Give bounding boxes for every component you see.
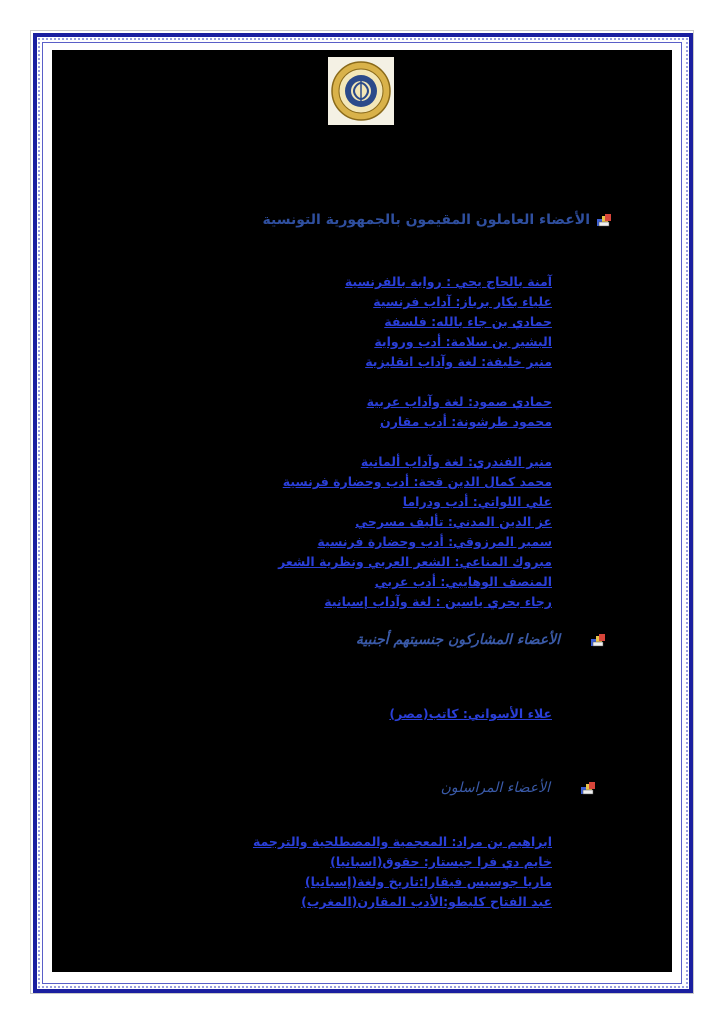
- member-link[interactable]: آمنة بالحاج يحي : رواية بالفرنسية: [344, 274, 552, 289]
- section-title: الأعضاء العاملون المقيمون بالجمهورية التونسية: [262, 212, 590, 228]
- member-link[interactable]: محمود طرشونة: أدب مقارن: [380, 414, 552, 429]
- member-link[interactable]: رجاء بحري ياسين : لغة وآداب إسبانية: [324, 594, 552, 609]
- section-heading-foreign-members: [356, 632, 606, 648]
- corresponding-members-list: [253, 832, 552, 912]
- documents-icon: [580, 781, 596, 795]
- section-heading-corresponding-members: [441, 780, 596, 796]
- member-link[interactable]: عز الدين المدني: تأليف مسرحي: [355, 514, 552, 529]
- member-link[interactable]: منير الفندري: لغة وآداب ألمانية: [360, 454, 552, 469]
- document-page: [52, 50, 672, 972]
- member-link[interactable]: حمادي بن جاء بالله: فلسفة: [384, 314, 552, 329]
- member-link[interactable]: ماريا جوسيس فيقارا:تاريخ ولغة(إسبانيا): [304, 874, 552, 889]
- member-link[interactable]: حمادي صمود: لغة وآداب عربية: [366, 394, 552, 409]
- member-link[interactable]: المنصف الوهايبي: أدب عربي: [374, 574, 552, 589]
- member-link[interactable]: عبد الفتاح كليطو:الأدب المقارن(المغرب): [301, 894, 552, 909]
- member-link[interactable]: علاء الأسواني: كاتب(مصر): [389, 706, 552, 721]
- member-link[interactable]: منير خليفة: لغة وآداب انقليزية: [365, 354, 552, 369]
- resident-members-list: [278, 272, 552, 612]
- section-title: الأعضاء المراسلون: [440, 780, 550, 796]
- seal-icon: [330, 60, 392, 122]
- member-link[interactable]: ابراهيم بن مراد: المعجمية والمصطلحية والترجمة: [252, 834, 552, 849]
- member-link[interactable]: سمير المرزوقي: أدب وحضارة فرنسية: [317, 534, 552, 549]
- documents-icon: [596, 213, 612, 227]
- member-link[interactable]: خايم دي فرا جيستار: حقوق(اسبانيا): [330, 854, 552, 869]
- member-link[interactable]: البشير بن سلامة: أدب ورواية: [374, 334, 552, 349]
- documents-icon: [590, 633, 606, 647]
- section-title: الأعضاء المشاركون جنسيتهم أجنبية: [355, 632, 560, 648]
- member-link[interactable]: علي اللواتي: أدب ودراما: [402, 494, 552, 509]
- foreign-members-list: [389, 704, 552, 724]
- section-heading-resident-members: [263, 212, 613, 228]
- member-link[interactable]: علياء بكار برباز: آداب فرنسية: [373, 294, 552, 309]
- institution-seal-logo: [328, 57, 394, 125]
- member-link[interactable]: مبروك المناعي: الشعر العربي ونظرية الشعر: [278, 554, 552, 569]
- member-link[interactable]: محمد كمال الدين قحة: أدب وحضارة فرنسية: [282, 474, 552, 489]
